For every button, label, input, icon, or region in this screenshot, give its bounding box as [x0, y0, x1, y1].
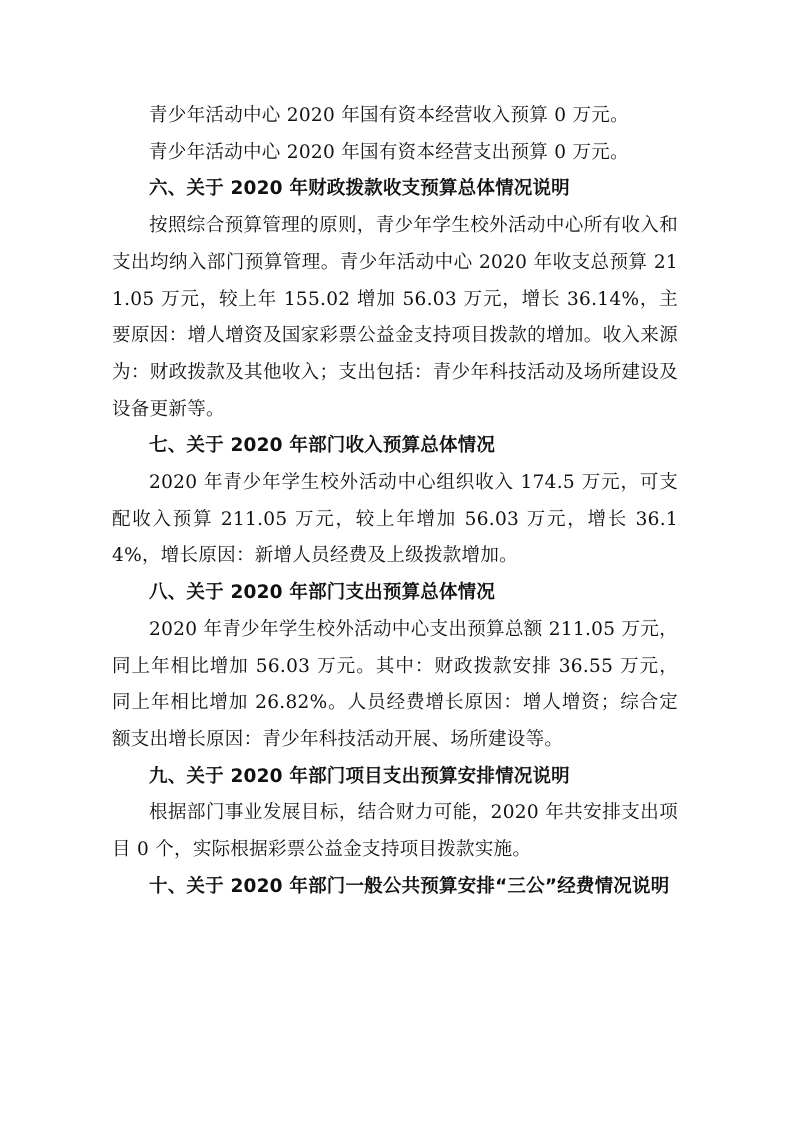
heading-section-6: 六、关于 2020 年财政拨款收支预算总体情况说明 [149, 178, 570, 200]
paragraph-fiscal-allocation: 按照综合预算管理的原则，青少年学生校外活动中心所有收入和支出均纳入部门预算管理。青少年活动中心 2020 年收支总预算 211.05 万元，较上年 155.02 增加 56.03 万元，增长 36.14%，主要原因：增人增资及国家彩票公益金支持项目拨款的增加。收入来源为：财政拨款及其他收入；支出包括：青少年科技活动及场所建设及设备更新等。 [112, 215, 678, 420]
paragraph-state-capital-income: 青少年活动中心 2020 年国有资本经营收入预算 0 万元。 [149, 105, 629, 126]
heading-section-8: 八、关于 2020 年部门支出预算总体情况 [149, 582, 496, 604]
paragraph-income-budget: 2020 年青少年学生校外活动中心组织收入 174.5 万元，可支配收入预算 211.05 万元，较上年增加 56.03 万元，增长 36.14%，增长原因：新增人员经费及上级拨款增加。 [112, 472, 678, 567]
paragraph-expense-budget: 2020 年青少年学生校外活动中心支出预算总额 211.05 万元，同上年相比增加 56.03 万元。其中：财政拨款安排 36.55 万元，同上年相比增加 26.82%。人员经费增长原因：增人增资；综合定额支出增长原因：青少年科技活动开展、场所建设等。 [112, 618, 678, 750]
paragraph-state-capital-expense: 青少年活动中心 2020 年国有资本经营支出预算 0 万元。 [149, 141, 629, 163]
document-page [112, 98, 678, 905]
heading-section-9: 九、关于 2020 年部门项目支出预算安排情况说明 [149, 765, 570, 787]
heading-section-7: 七、关于 2020 年部门收入预算总体情况 [149, 435, 496, 457]
heading-section-10: 十、关于 2020 年部门一般公共预算安排“三公”经费情况说明 [149, 875, 670, 897]
paragraph-project-expense: 根据部门事业发展目标，结合财力可能，2020 年共安排支出项目 0 个，实际根据彩票公益金支持项目拨款实施。 [112, 802, 678, 861]
